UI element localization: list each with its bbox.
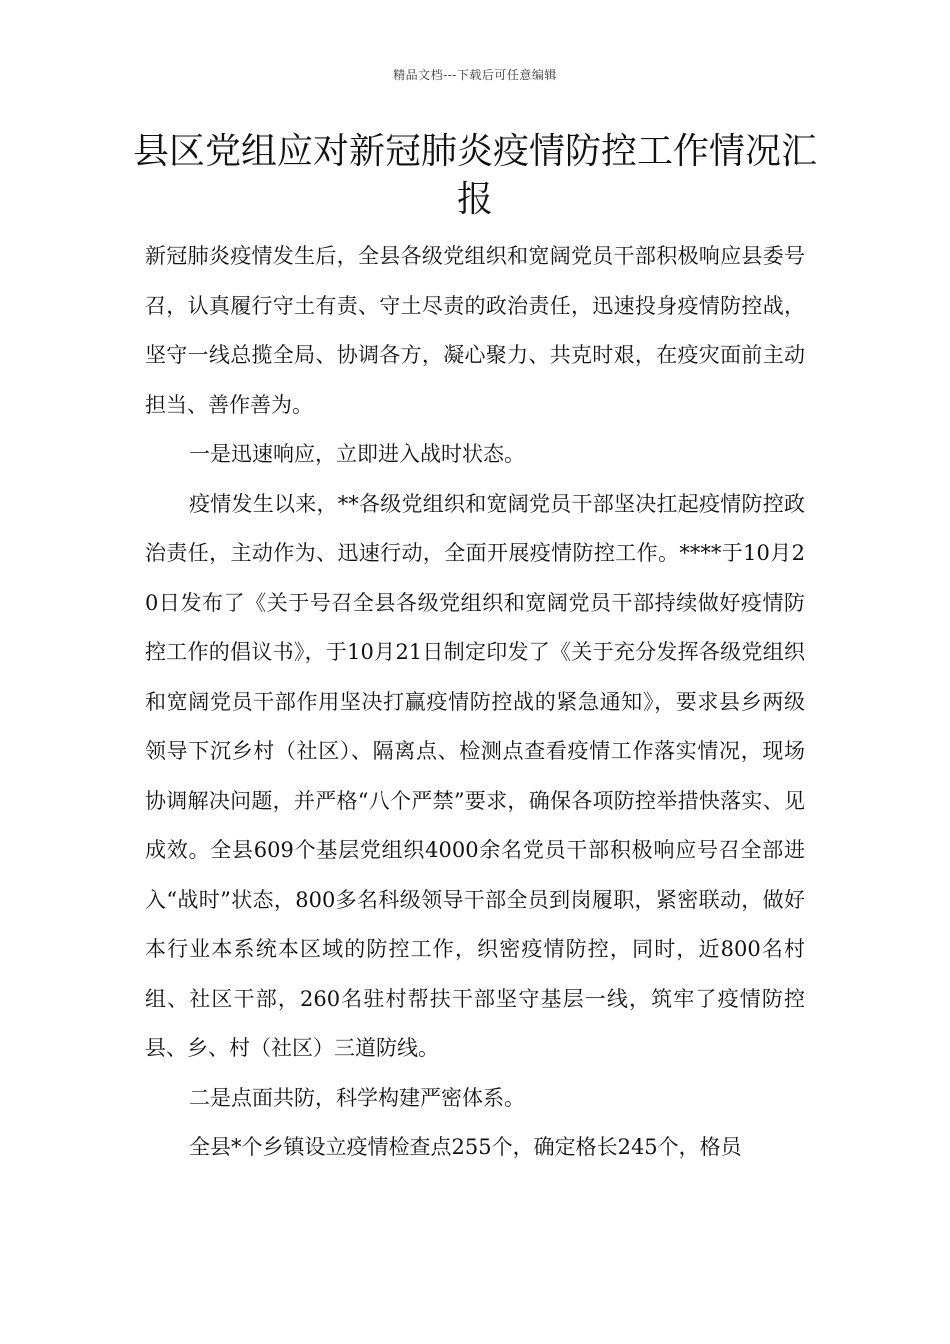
section-heading-2: 二是点面共防，科学构建严密体系。: [189, 1085, 525, 1110]
paragraph-section-2: 全县*个乡镇设立疫情检查点255个，确定格长245个，格员: [189, 1135, 742, 1159]
document-title: 县区党组应对新冠肺炎疫情防控工作情况汇报: [132, 131, 817, 220]
document-body: [145, 232, 805, 1173]
paragraph-intro: 新冠肺炎疫情发生后，全县各级党组织和宽阔党员干部积极响应县委号召，认真履行守土有责、守土尽责的政治责任，迅速投身疫情防控战，坚守一线总揽全局、协调各方，凝心聚力、共克时艰，在疫灾面前主动担当、善作善为。: [145, 244, 805, 417]
paragraph-section-1: 疫情发生以来，**各级党组织和宽阔党员干部坚决扛起疫情防控政治责任，主动作为、迅速行动，全面开展疫情防控工作。****于10月20日发布了《关于号召全县各级党组织和宽阔党员干部持续做好疫情防控工作的倡议书》，于10月21日制定印发了《关于充分发挥各级党组织和宽阔党员干部作用坚决打赢疫情防控战的紧急通知》，要求县乡两级领导下沉乡村（社区）、隔离点、检测点查看疫情工作落实情况，现场协调解决问题，并严格“八个严禁”要求，确保各项防控举措快落实、见成效。全县609个基层党组织4000余名党员干部积极响应号召全部进入“战时”状态，800多名科级领导干部全员到岗履职，紧密联动，做好本行业本系统本区域的防控工作，织密疫情防控，同时，近800名村组、社区干部，260名驻村帮扶干部坚守基层一线，筑牢了疫情防控县、乡、村（社区）三道防线。: [145, 491, 805, 1060]
section-heading-1: 一是迅速响应，立即进入战时状态。: [189, 442, 525, 466]
header-watermark: 精品文档---下载后可任意编辑: [393, 68, 557, 82]
